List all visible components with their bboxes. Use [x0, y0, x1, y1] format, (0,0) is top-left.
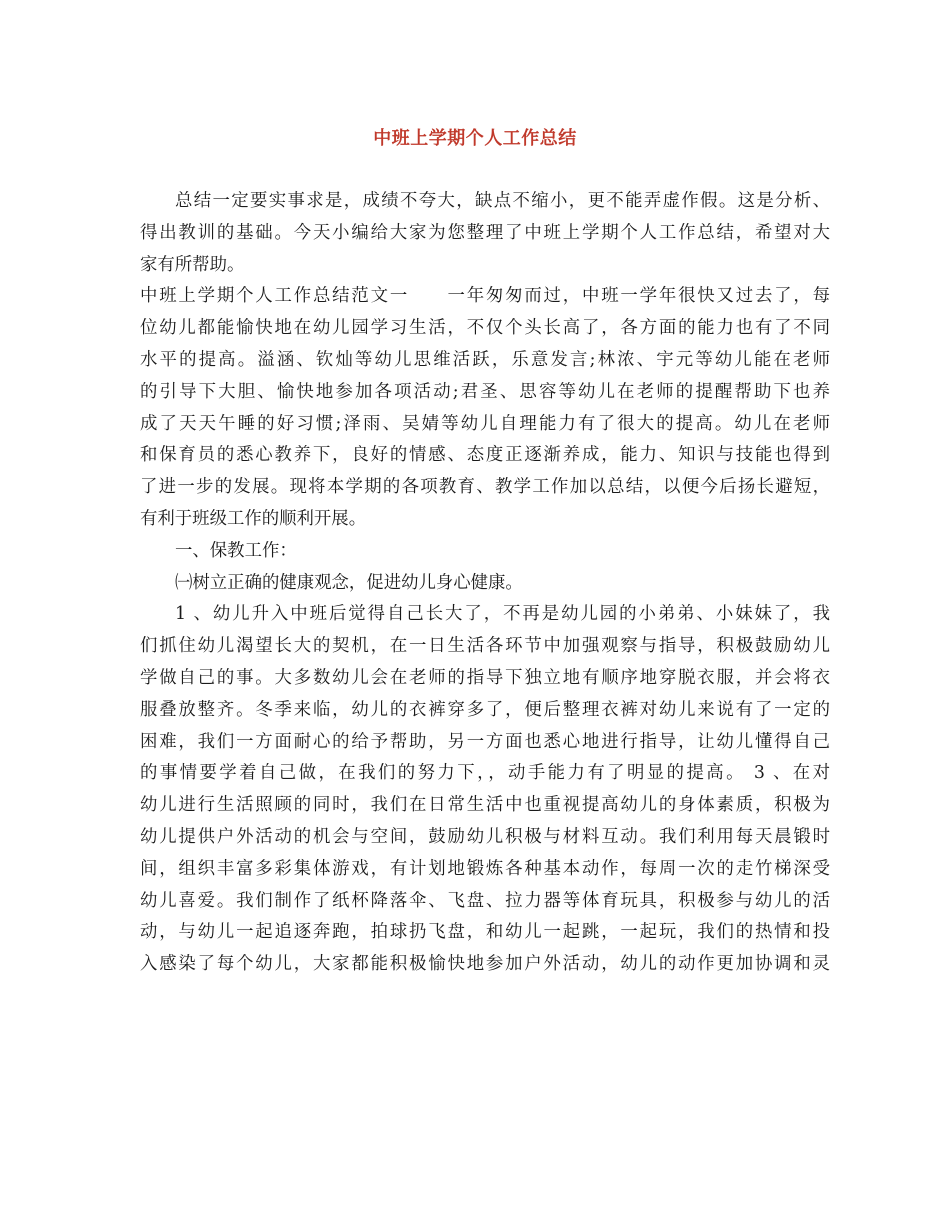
body-line: 水平的提高。溢涵、钦灿等幼儿思维活跃，乐意发言;林浓、宇元等幼儿能在老师: [140, 349, 830, 370]
body-line: 动，与幼儿一起追逐奔跑，拍球扔飞盘，和幼儿一起跳，一起玩，我们的热情和投: [140, 922, 830, 943]
body-line: 服叠放整齐。冬季来临，幼儿的衣裤穿多了，便后整理衣裤对幼儿来说有了一定的: [140, 699, 830, 720]
body-line: 的事情要学着自己做，在我们的努力下，，动手能力有了明显的提高。 3 、在对: [140, 763, 830, 784]
body-line: 学做自己的事。大多数幼儿会在老师的指导下独立地有顺序地穿脱衣服，并会将衣: [140, 667, 830, 688]
body-line: 一、保教工作：: [175, 540, 297, 561]
body-line: 成了天天午睡的好习惯;泽雨、吴婧等幼儿自理能力有了很大的提高。幼儿在老师: [140, 413, 830, 434]
body-line: 中班上学期个人工作总结范文一 一年匆匆而过，中班一学年很快又过去了，每: [140, 286, 830, 307]
body-line: 困难，我们一方面耐心的给予帮助，另一方面也悉心地进行指导，让幼儿懂得自己: [140, 731, 830, 752]
body-line: 入感染了每个幼儿，大家都能积极愉快地参加户外活动，幼儿的动作更加协调和灵: [140, 954, 830, 975]
body-line: 间，组织丰富多彩集体游戏，有计划地锻炼各种基本动作，每周一次的走竹梯深受: [140, 858, 830, 879]
body-line: 总结一定要实事求是，成绩不夸大，缺点不缩小，更不能弄虚作假。这是分析、: [175, 191, 830, 211]
document-title: 中班上学期个人工作总结: [373, 128, 577, 149]
body-line: 的引导下大胆、愉快地参加各项活动;君圣、思容等幼儿在老师的提醒帮助下也养: [140, 381, 830, 402]
document-body: [140, 186, 830, 981]
body-line: 1 、幼儿升入中班后觉得自己长大了，不再是幼儿园的小弟弟、小妹妹了，我: [175, 604, 830, 625]
body-line: 有利于班级工作的顺利开展。: [140, 508, 367, 529]
body-line: 家有所帮助。: [140, 254, 245, 275]
body-line: 和保育员的悉心教养下，良好的情感、态度正逐渐养成，能力、知识与技能也得到: [140, 445, 830, 466]
body-line: 幼儿进行生活照顾的同时，我们在日常生活中也重视提高幼儿的身体素质，积极为: [140, 795, 830, 816]
body-line: ㈠树立正确的健康观念，促进幼儿身心健康。: [175, 572, 523, 593]
body-line: 幼儿喜爱。我们制作了纸杯降落伞、飞盘、拉力器等体育玩具，积极参与幼儿的活: [140, 890, 830, 911]
body-line: 们抓住幼儿渴望长大的契机，在一日生活各环节中加强观察与指导，积极鼓励幼儿: [140, 636, 830, 657]
body-line: 位幼儿都能愉快地在幼儿园学习生活，不仅个头长高了，各方面的能力也有了不同: [140, 318, 830, 339]
body-line: 了进一步的发展。现将本学期的各项教育、教学工作加以总结，以便今后扬长避短，: [140, 477, 830, 498]
body-line: 得出教训的基础。今天小编给大家为您整理了中班上学期个人工作总结，希望对大: [140, 222, 830, 243]
body-line: 幼儿提供户外活动的机会与空间，鼓励幼儿积极与材料互动。我们利用每天晨锻时: [140, 826, 830, 847]
